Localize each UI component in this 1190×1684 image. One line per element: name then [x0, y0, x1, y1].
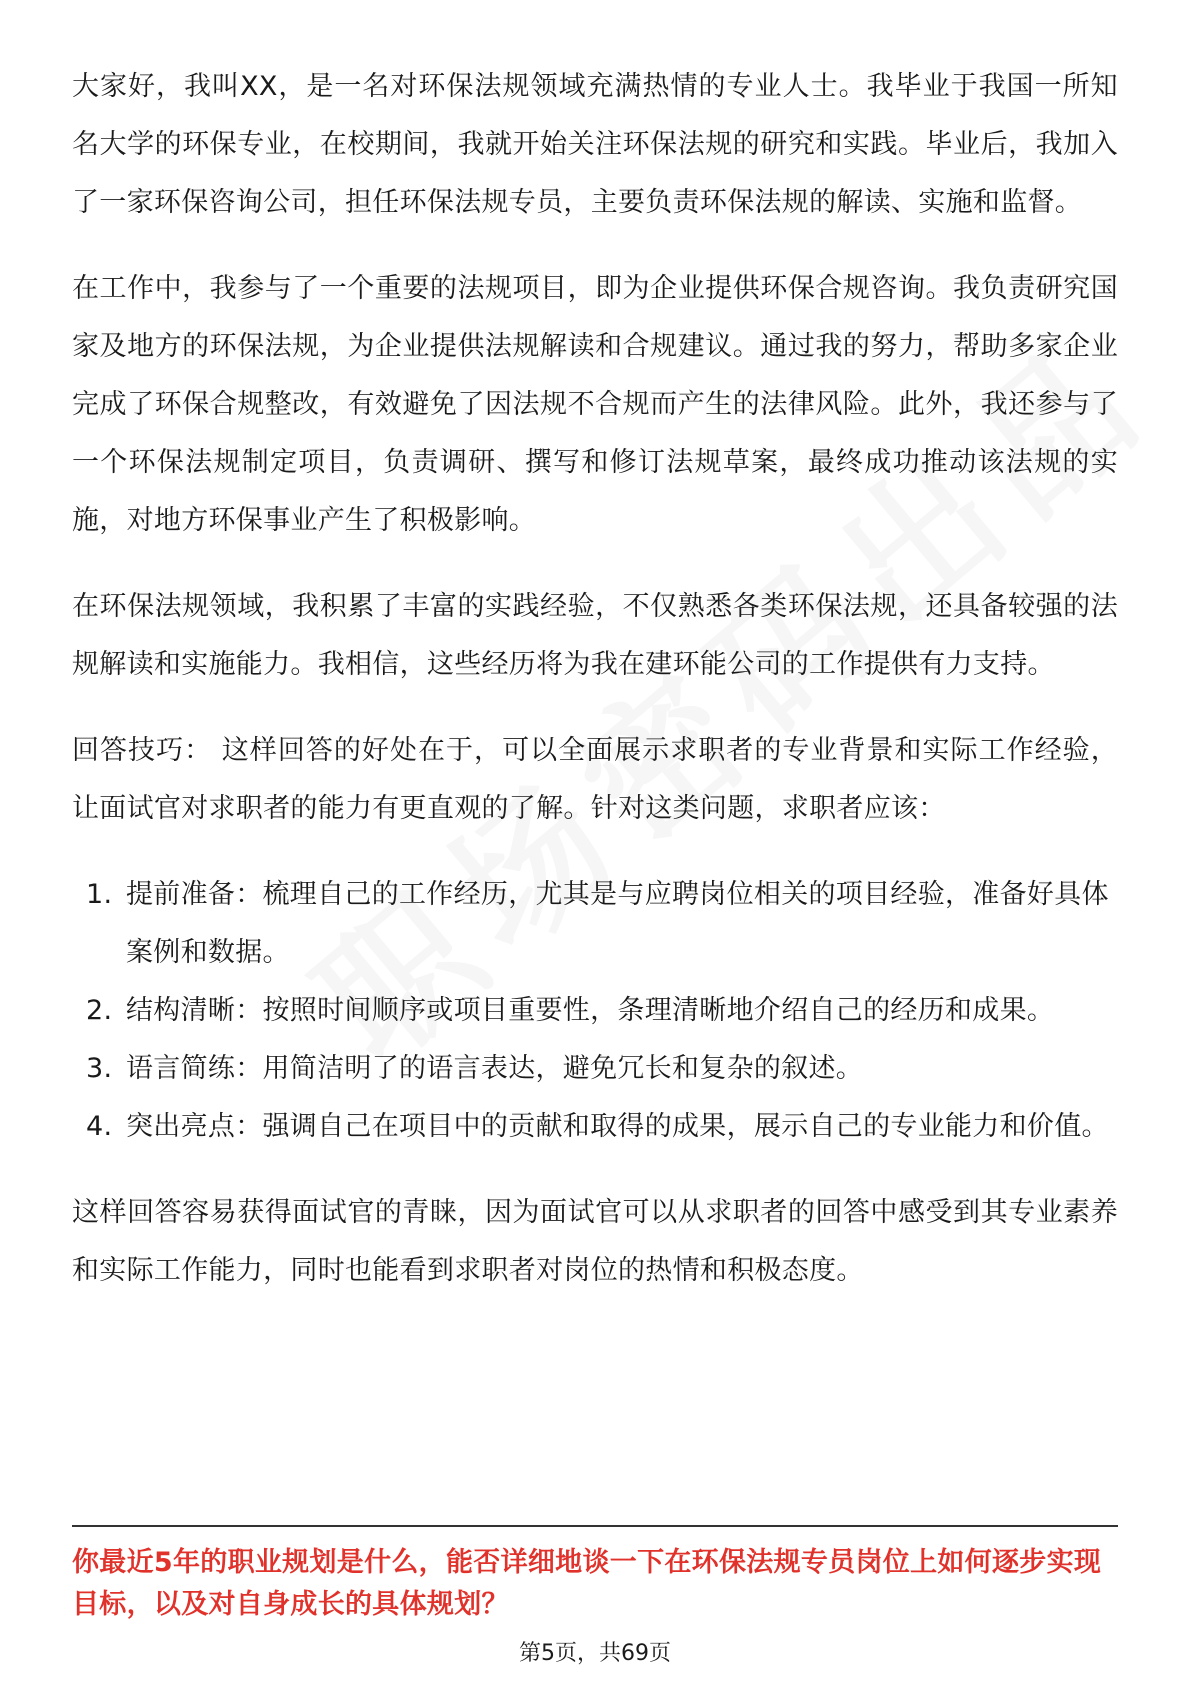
- list-item-text: 突出亮点：强调自己在项目中的贡献和取得的成果，展示自己的专业能力和价值。: [126, 1111, 1109, 1142]
- tips-list: [72, 866, 1118, 1156]
- list-item-number: 1.: [86, 879, 113, 910]
- list-item: [72, 1098, 1118, 1156]
- next-question-heading: 你最近5年的职业规划是什么，能否详细地谈一下在环保法规专员岗位上如何逐步实现目标，以及对自身成长的具体规划？: [72, 1547, 1102, 1620]
- paragraph-conclusion: 这样回答容易获得面试官的青睐，因为面试官可以从求职者的回答中感受到其专业素养和实际工作能力，同时也能看到求职者对岗位的热情和积极态度。: [72, 1197, 1118, 1286]
- list-item: [72, 1040, 1118, 1098]
- list-item: [72, 982, 1118, 1040]
- list-item-text: 提前准备：梳理自己的工作经历，尤其是与应聘岗位相关的项目经验，准备好具体案例和数据。: [126, 879, 1109, 968]
- list-item-number: 3.: [86, 1053, 113, 1084]
- list-item-number: 2.: [86, 995, 113, 1026]
- list-item: [72, 866, 1118, 982]
- paragraph-intro: 大家好，我叫XX，是一名对环保法规领域充满热情的专业人士。我毕业于我国一所知名大学的环保专业，在校期间，我就开始关注环保法规的研究和实践。毕业后，我加入了一家环保咨询公司，担任环保法规专员，主要负责环保法规的解读、实施和监督。: [72, 71, 1118, 218]
- page-footer: 第5页，共69页: [519, 1641, 671, 1666]
- section-divider: [72, 1525, 1118, 1527]
- paragraph-project-experience: 在工作中，我参与了一个重要的法规项目，即为企业提供环保合规咨询。我负责研究国家及地方的环保法规，为企业提供法规解读和合规建议。通过我的努力，帮助多家企业完成了环保合规整改，有效避免了因法规不合规而产生的法律风险。此外，我还参与了一个环保法规制定项目，负责调研、撰写和修订法规草案，最终成功推动该法规的实施，对地方环保事业产生了积极影响。: [72, 273, 1118, 536]
- page-content: [72, 58, 1118, 1328]
- paragraph-summary: 在环保法规领域，我积累了丰富的实践经验，不仅熟悉各类环保法规，还具备较强的法规解读和实施能力。我相信，这些经历将为我在建环能公司的工作提供有力支持。: [72, 591, 1118, 680]
- list-item-number: 4.: [86, 1111, 113, 1142]
- paragraph-answer-tips: 回答技巧： 这样回答的好处在于，可以全面展示求职者的专业背景和实际工作经验，让面试官对求职者的能力有更直观的了解。针对这类问题，求职者应该：: [72, 735, 1118, 824]
- list-item-text: 结构清晰：按照时间顺序或项目重要性，条理清晰地介绍自己的经历和成果。: [126, 995, 1055, 1026]
- list-item-text: 语言简练：用简洁明了的语言表达，避免冗长和复杂的叙述。: [126, 1053, 864, 1084]
